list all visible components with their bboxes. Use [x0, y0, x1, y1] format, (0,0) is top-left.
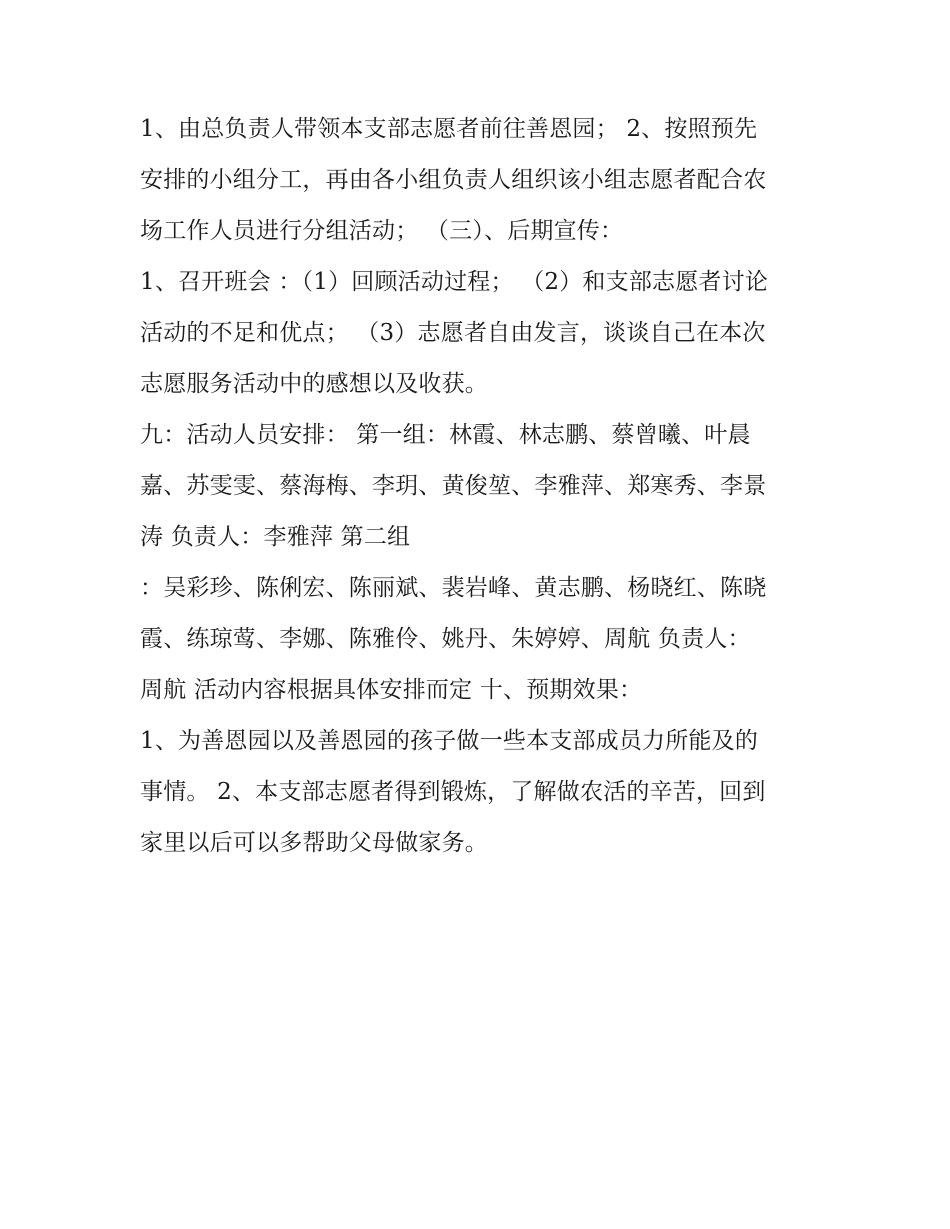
document-body — [140, 104, 820, 869]
text-line: 家里以后可以多帮助父母做家务。 — [140, 830, 488, 856]
text-line: 嘉、苏雯雯、蔡海梅、李玥、黄俊堃、李雅萍、郑寒秀、李景 — [140, 473, 767, 499]
text-line: 涛 负责人：李雅萍 第二组 — [140, 524, 411, 550]
text-line: 场工作人员进行分组活动； （三）、后期宣传： — [140, 218, 624, 244]
text-line: 九：活动人员安排： 第一组：林霞、林志鹏、蔡曾曦、叶晨 — [140, 422, 751, 448]
text-line: 事情。 2、本支部志愿者得到锻炼，了解做农活的辛苦，回到 — [140, 779, 766, 805]
text-line: 志愿服务活动中的感想以及收获。 — [140, 371, 488, 397]
text-line: 1、为善恩园以及善恩园的孩子做一些本支部成员力所能及的 — [140, 728, 759, 754]
text-line: ：吴彩珍、陈俐宏、陈丽斌、裴岩峰、黄志鹏、杨晓红、陈晓 — [140, 575, 767, 601]
text-line: 安排的小组分工，再由各小组负责人组织该小组志愿者配合农 — [140, 167, 767, 193]
text-line: 1、召开班会 ：（1）回顾活动过程； （2）和支部志愿者讨论 — [140, 269, 769, 295]
text-line: 活动的不足和优点； （3）志愿者自由发言，谈谈自己在本次 — [140, 320, 766, 346]
text-line: 1、由总负责人带领本支部志愿者前往善恩园； 2、按照预先 — [140, 116, 758, 142]
text-line: 周航 活动内容根据具体安排而定 十、预期效果： — [140, 677, 643, 703]
text-line: 霞、练琼莺、李娜、陈雅伶、姚丹、朱婷婷、周航 负责人： — [140, 626, 751, 652]
